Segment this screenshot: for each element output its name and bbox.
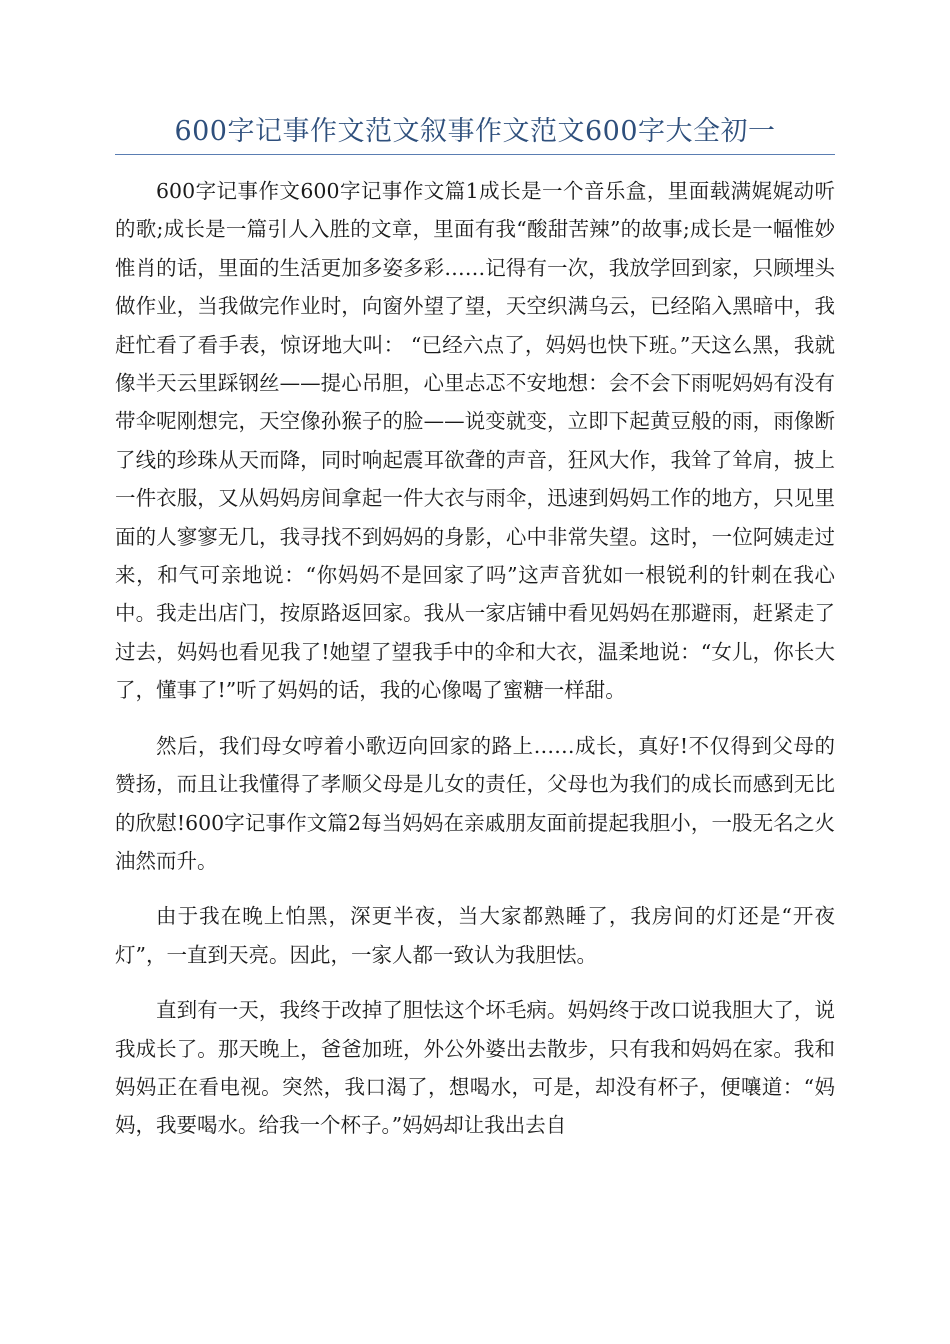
title-underline: [115, 154, 835, 155]
document-body: [115, 172, 835, 1162]
paragraph-3: 由于我在晚上怕黑，深更半夜，当大家都熟睡了，我房间的灯还是“开夜灯”，一直到天亮。因此，一家人都一致认为我胆怯。: [115, 904, 835, 967]
document-title: 600字记事作文范文叙事作文范文600字大全初一: [174, 116, 776, 147]
paragraph-2: 然后，我们母女哼着小歌迈向回家的路上……成长，真好!不仅得到父母的赞扬，而且让我懂得了孝顺父母是儿女的责任，父母也为我们的成长而感到无比的欣慰!600字记事作文篇2每当妈妈在亲戚朋友面前提起我胆小，一股无名之火油然而升。: [115, 733, 835, 873]
paragraph-4: 直到有一天，我终于改掉了胆怯这个坏毛病。妈妈终于改口说我胆大了，说我成长了。那天晚上，爸爸加班，外公外婆出去散步，只有我和妈妈在家。我和妈妈正在看电视。突然，我口渴了，想喝水，可是，却没有杯子，便嚷道：“妈妈，我要喝水。给我一个杯子。”妈妈却让我出去自: [115, 998, 835, 1138]
paragraph-1: 600字记事作文600字记事作文篇1成长是一个音乐盒，里面载满娓娓动听的歌;成长是一篇引人入胜的文章，里面有我“酸甜苦辣”的故事;成长是一幅惟妙惟肖的话，里面的生活更加多姿多彩……记得有一次，我放学回到家，只顾埋头做作业，当我做完作业时，向窗外望了望，天空织满乌云，已经陷入黑暗中，我赶忙看了看手表，惊讶地大叫： “已经六点了，妈妈也快下班。”天这么黑，我就像半天云里踩钢丝——提心吊胆，心里忐忑不安地想：会不会下雨呢妈妈有没有带伞呢刚想完，天空像孙猴子的脸——说变就变，立即下起黄豆般的雨，雨像断了线的珍珠从天而降，同时响起震耳欲聋的声音，狂风大作，我耸了耸肩，披上一件衣服，又从妈妈房间拿起一件大衣与雨伞，迅速到妈妈工作的地方，只见里面的人寥寥无几，我寻找不到妈妈的身影，心中非常失望。这时，一位阿姨走过来，和气可亲地说：“你妈妈不是回家了吗”这声音犹如一根锐利的针刺在我心中。我走出店门，按原路返回家。我从一家店铺中看见妈妈在那避雨，赶紧走了过去，妈妈也看见我了!她望了望我手中的伞和大衣，温柔地说：“女儿，你长大了，懂事了!”听了妈妈的话，我的心像喝了蜜糖一样甜。: [115, 179, 835, 703]
